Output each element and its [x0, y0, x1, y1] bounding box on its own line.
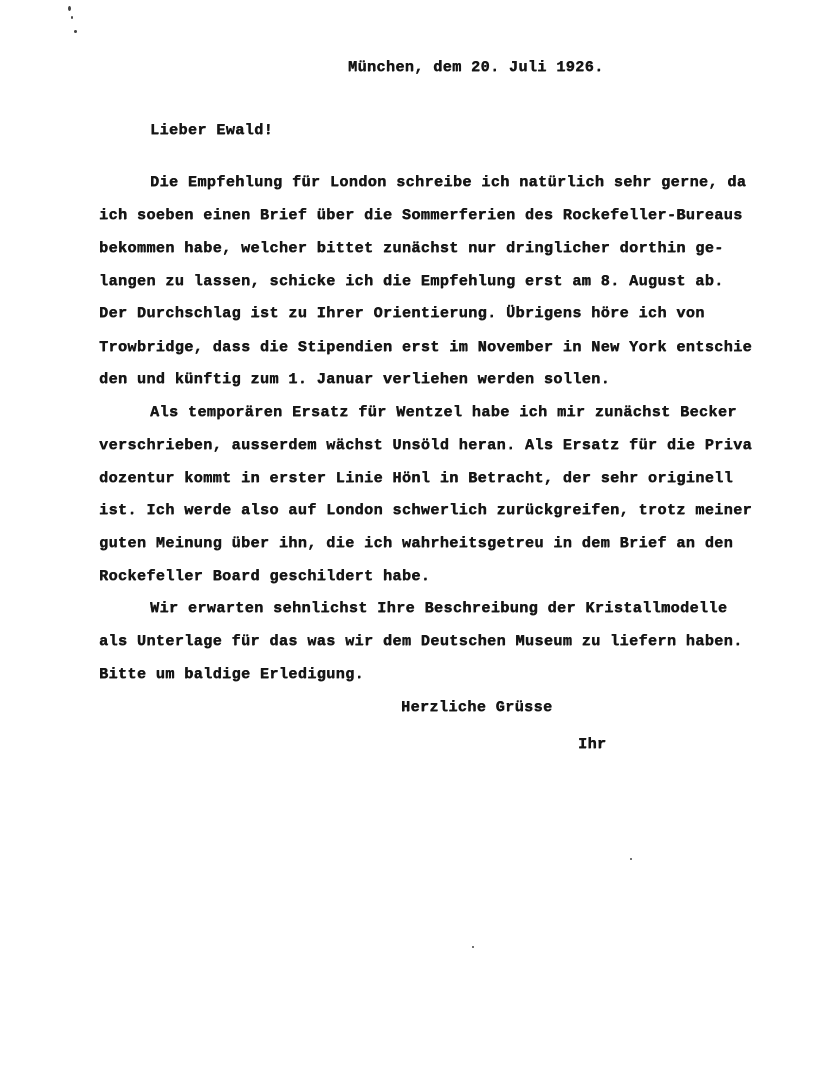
signature: Ihr — [578, 735, 607, 753]
scan-speck — [74, 30, 77, 33]
body-line: langen zu lassen, schicke ich die Empfehlung erst am 8. August ab. — [99, 272, 724, 290]
closing: Herzliche Grüsse — [401, 698, 553, 716]
scan-speck — [630, 858, 632, 860]
body-line: ist. Ich werde also auf London schwerlich zurückgreifen, trotz meiner — [99, 501, 753, 519]
scan-speck — [472, 946, 474, 948]
body-line: den und künftig zum 1. Januar verliehen werden sollen. — [99, 370, 611, 388]
scan-speck — [68, 6, 71, 11]
body-line: guten Meinung über ihn, die ich wahrheitsgetreu in dem Brief an den — [99, 534, 734, 552]
body-line: Rockefeller Board geschildert habe. — [99, 567, 431, 585]
dateline: München, dem 20. Juli 1926. — [348, 58, 604, 76]
body-line: Als temporären Ersatz für Wentzel habe ich mir zunächst Becker — [150, 403, 737, 421]
body-line: als Unterlage für das was wir dem Deutschen Museum zu liefern haben. — [99, 632, 743, 650]
salutation: Lieber Ewald! — [150, 121, 274, 139]
body-line: Wir erwarten sehnlichst Ihre Beschreibung der Kristallmodelle — [150, 599, 728, 617]
body-line: bekommen habe, welcher bittet zunächst nur dringlicher dorthin ge- — [99, 239, 724, 257]
body-line: Trowbridge, dass die Stipendien erst im November in New York entschie — [99, 338, 753, 356]
body-line: Der Durchschlag ist zu Ihrer Orientierung. Übrigens höre ich von — [99, 304, 705, 322]
body-line: dozentur kommt in erster Linie Hönl in Betracht, der sehr originell — [99, 469, 734, 487]
body-line: Bitte um baldige Erledigung. — [99, 665, 364, 683]
body-line: verschrieben, ausserdem wächst Unsöld heran. Als Ersatz für die Priva — [99, 436, 753, 454]
body-line: Die Empfehlung für London schreibe ich natürlich sehr gerne, da — [150, 173, 747, 191]
scan-speck — [71, 16, 73, 19]
body-line: ich soeben einen Brief über die Sommerferien des Rockefeller-Bureaus — [99, 206, 743, 224]
